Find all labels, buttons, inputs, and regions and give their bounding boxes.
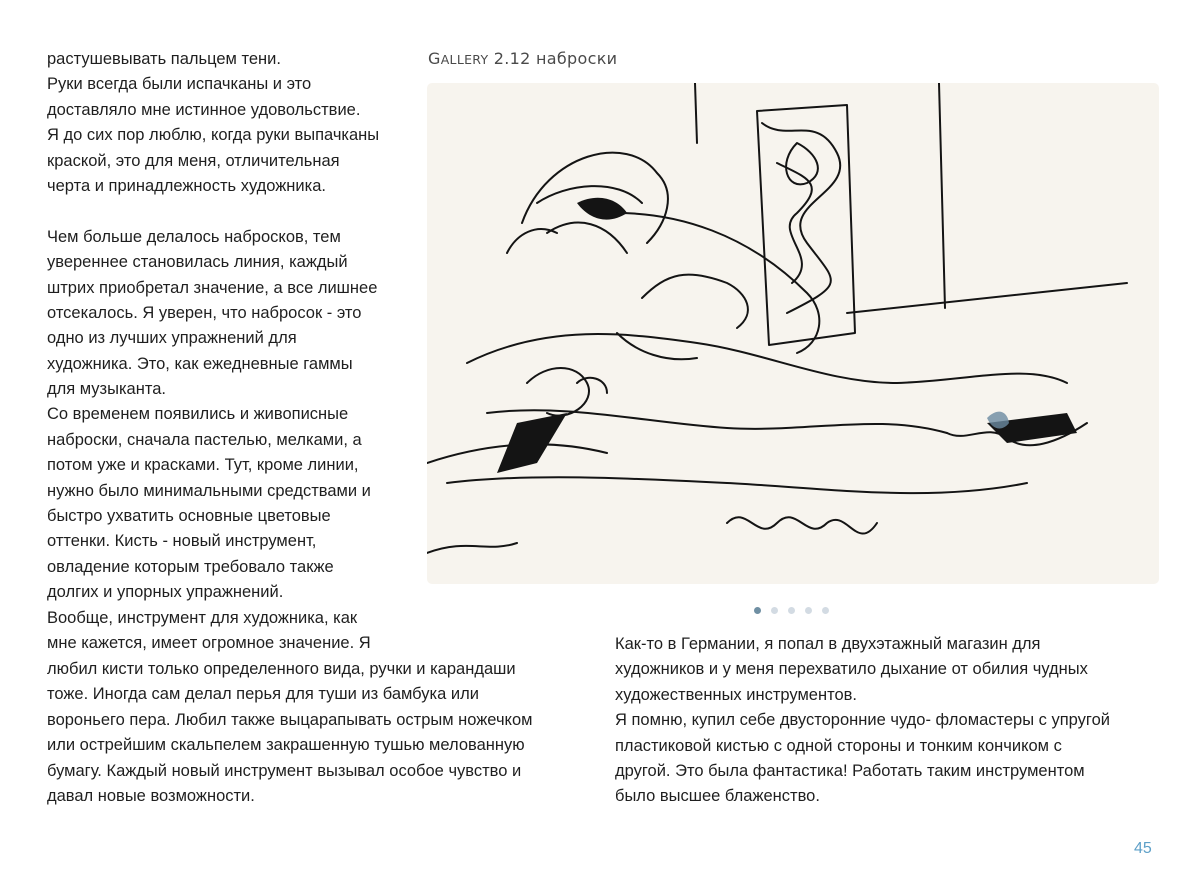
text-line: Я помню, купил себе двусторонние чудо- фломастеры с упругой bbox=[615, 711, 1110, 730]
page-number: 45 bbox=[1134, 840, 1152, 857]
text-line: давал новые возможности. bbox=[47, 786, 255, 805]
gallery-pagination bbox=[754, 607, 829, 614]
left-column-text-bottom bbox=[47, 657, 532, 809]
text-line: художников и у меня перехватило дыхание от обилия чудных bbox=[615, 660, 1088, 679]
text-line: для музыканта. bbox=[47, 380, 166, 399]
text-line: потом уже и красками. Тут, кроме линии, bbox=[47, 456, 359, 475]
text-line: нужно было минимальными средствами и bbox=[47, 481, 371, 500]
text-line: овладение которым требовало также bbox=[47, 557, 334, 576]
text-line: Я до сих пор люблю, когда руки выпачканы bbox=[47, 126, 380, 145]
text-line: штрих приобретал значение, а все лишнее bbox=[47, 278, 378, 297]
text-line: одно из лучших упражнений для bbox=[47, 329, 297, 348]
paragraph-gap bbox=[47, 199, 379, 224]
gallery-label-initial: G bbox=[428, 49, 441, 68]
gallery-caption bbox=[428, 49, 617, 68]
sketch-drawing bbox=[427, 83, 1159, 584]
text-line: тоже. Иногда сам делал перья для туши из бамбука или bbox=[47, 685, 479, 704]
gallery-dot-4[interactable] bbox=[805, 607, 812, 614]
gallery-image[interactable] bbox=[427, 83, 1159, 584]
text-line: увереннее становилась линия, каждый bbox=[47, 253, 348, 272]
text-line: долгих и упорных упражнений. bbox=[47, 583, 284, 602]
text-line: любил кисти только определенного вида, ручки и карандаши bbox=[47, 660, 516, 678]
text-line: Чем больше делалось набросков, тем bbox=[47, 227, 341, 246]
text-line: Как-то в Германии, я попал в двухэтажный магазин для bbox=[615, 635, 1041, 653]
text-line: мне кажется, имеет огромное значение. Я bbox=[47, 633, 371, 652]
text-line: черта и принадлежность художника. bbox=[47, 176, 326, 195]
gallery-dot-5[interactable] bbox=[822, 607, 829, 614]
gallery-dot-1[interactable] bbox=[754, 607, 761, 614]
text-line: вороньего пера. Любил также выцарапывать острым ножечком bbox=[47, 710, 533, 729]
gallery-title: наброски bbox=[536, 49, 618, 68]
text-line: пластиковой кистью с одной стороны и тонким кончиком с bbox=[615, 736, 1062, 755]
text-line: другой. Это была фантастика! Работать таким инструментом bbox=[615, 761, 1085, 780]
text-line: Руки всегда были испачканы и это bbox=[47, 75, 312, 94]
text-line: художественных инструментов. bbox=[615, 685, 857, 704]
text-line: или острейшим скальпелем закрашенную тушью мелованную bbox=[47, 736, 525, 755]
right-column-text bbox=[615, 632, 1110, 810]
text-line: бумагу. Каждый новый инструмент вызывал особое чувство и bbox=[47, 761, 522, 780]
text-line: растушевывать пальцем тени. bbox=[47, 50, 281, 68]
text-line: Вообще, инструмент для художника, как bbox=[47, 608, 358, 627]
gallery-dot-2[interactable] bbox=[771, 607, 778, 614]
text-line: быстро ухватить основные цветовые bbox=[47, 507, 331, 526]
text-line: Со временем появились и живописные bbox=[47, 405, 349, 424]
text-line: наброски, сначала пастелью, мелками, а bbox=[47, 430, 362, 449]
gallery-dot-3[interactable] bbox=[788, 607, 795, 614]
text-line: отсекалось. Я уверен, что набросок - это bbox=[47, 303, 362, 322]
text-line: доставляло мне истинное удовольствие. bbox=[47, 100, 361, 119]
gallery-number: 2.12 bbox=[493, 49, 531, 68]
gallery-label-rest: ALLERY bbox=[440, 52, 489, 67]
text-line: художника. Это, как ежедневные гаммы bbox=[47, 354, 353, 373]
text-line: было высшее блаженство. bbox=[615, 787, 820, 806]
left-column-text-top bbox=[47, 47, 379, 656]
text-line: оттенки. Кисть - новый инструмент, bbox=[47, 532, 317, 551]
text-line: краской, это для меня, отличительная bbox=[47, 151, 340, 170]
